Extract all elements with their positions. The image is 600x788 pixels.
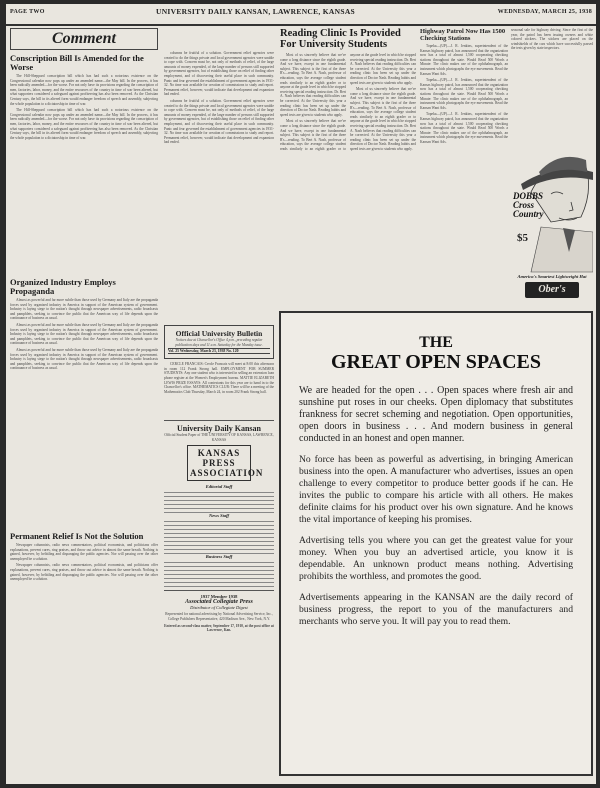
ad-body <box>281 385 591 628</box>
ad-headline-the: THE <box>419 334 453 351</box>
ad-paragraph-4: Advertisements appearing in the KANSAN are the daily record of business progress, the report to you of the manufacturers and merchants who serve you. It will pay you to read them. <box>299 592 573 627</box>
bulletin-title: Official University Bulletin <box>175 329 263 338</box>
highway-patrol-body: Topeka—(UP)—J. R. Jenkins, superintendent of the Kansas highway patrol, has announced that the organization now has a total of almost 1,500 cooperating checking stations throughout the state. Would Read 500 Words a Minute: The clinic makes use of the ophthalmograph, an instrument which photographs the eye movements. Read the Kansan Want Ads. Topeka—(UP)—J. R. Jenkins, superintendent of the Kansas highway patrol, has announced that the organization now has a total of almost 1,500 cooperating checking stations throughout the state. Would Read 500 Words a Minute: The clinic makes use of the ophthalmograph, an instrument which photographs the eye movements. Read the Kansan Want Ads. Topeka—(UP)—J. R. Jenkins, superintendent of the Kansas highway patrol, has announced that the organization now has a total of almost 1,500 cooperating checking stations throughout the state. Would Read 500 Words a Minute: The clinic makes use of the ophthalmograph, an instrument which photographs the eye movements. Read the Kansan Want Ads. <box>420 44 508 144</box>
editorial-staff-label: Editorial Staff <box>205 484 233 490</box>
comment-header <box>10 28 158 50</box>
ad-paragraph-1: We are headed for the open . . . Open spaces where fresh air and sunshine put roses in our cheeks. Open diplomacy that substitutes frankness for secret scheming and negotiation. Open opportunities, open doors in business . . . And modern business in general conducted in an honest and open manner. <box>299 385 573 444</box>
newspaper-page <box>6 4 596 784</box>
comment-column <box>10 28 158 780</box>
ad-paragraph-2: No force has been as powerful as advertising, in bringing American business into the open. A manufacturer who advertises, issues an open challenge to every competitor to produce better goods if he can. He invites the public to compare his article with all others. He makes definite claims for his product over his own signature. And he knows the vital importance of keeping his promises. <box>299 454 573 525</box>
ad-paragraph-3: Advertising tells you where you can get the greatest value for your money. When you buy an advertised article, you know it is dependable. An unknown product means nothing. Advertising prohibits the worthless, and promotes the good. <box>299 535 573 582</box>
reading-clinic-title: Reading Clinic Is Provided For University Students <box>280 28 401 50</box>
bulletin-note: Notices due at Chancellor's Office 4 p.m., preceding regular publication days and 11 a.m. Saturday for the Monday issue. <box>175 338 263 347</box>
reading-clinic-column <box>280 28 416 308</box>
staff-list-2 <box>164 518 274 554</box>
business-staff-label: Business Staff <box>205 554 233 560</box>
middle-column <box>164 51 274 784</box>
article-conscription-title: Conscription Bill Is Amended for the Worse <box>10 53 144 72</box>
relief-continuation: columns be fruitful of a solution. Government relief agencies were created to do the things private and local government agencies were unable to cope with. Concern must be, not only of methods of relief, of the large amounts of money expended, of the large number of persons still supported by government agencies, but of establishing those on relief of finding other employment, and of discovering their useful place in such community. Panic and fear governed the establishment of government agencies in 1931-32. No time was available for creation of commissions to study and report. Permanent relief, however, would indicate that development and expansion had ended. columns be fruitful of a solution. Government relief agencies were created to do the things private and local government agencies were unable to cope with. Concern must be, not only of methods of relief, of the large amounts of money expended, of the large number of persons still supported by government agencies, but of establishing those on relief of finding other employment, and of discovering their useful place in such community. Panic and fear governed the establishment of government agencies in 1931-32. No time was available for creation of commissions to study and report. Permanent relief, however, would indicate that development and expansion had ended. <box>164 51 274 145</box>
article-relief-title: Permanent Relief Is Not the Solution <box>10 531 144 541</box>
reading-clinic-body: Most of us sincerely believe that we've come a long distance since the eighth grade. And we have, except in one fundamental subject. This subject is the first of the three R's—reading. To Bert A. Nash, professor of education, says the average college student reads similarly to an eighth grader or to anyone at the grade level in which he stopped receiving special reading instruction. Dr. Bert A. Nash believes that reading difficulties can be corrected. At the University this year a reading clinic has been set up under the direction of Doctor Nash. Reading habits and speed tests are given to students who apply. Most of us sincerely believe that we've come a long distance since the eighth grade. And we have, except in one fundamental subject. This subject is the first of the three R's—reading. To Bert A. Nash, professor of education, says the average college student reads similarly to an eighth grader or to anyone at the grade level in which he stopped receiving special reading instruction. Dr. Bert A. Nash believes that reading difficulties can be corrected. At the University this year a reading clinic has been set up under the direction of Doctor Nash. Reading habits and speed tests are given to students who apply. Most of us sincerely believe that we've come a long distance since the eighth grade. And we have, except in one fundamental subject. This subject is the first of the three R's—reading. To Bert A. Nash, professor of education, says the average college student reads similarly to an eighth grader or to anyone at the grade level in which he stopped receiving special reading instruction. Dr. Bert A. Nash believes that reading difficulties can be corrected. At the University this year a reading clinic has been set up under the direction of Doctor Nash. Reading habits and speed tests are given to students who apply. <box>280 53 416 151</box>
dobbs-hat-ad <box>511 132 593 302</box>
masthead <box>6 4 596 26</box>
highway-patrol-title: Highway Patrol Now Has 1500 Checking Stations <box>420 28 506 42</box>
kansan-subtitle: Official Student Paper of THE UNIVERSITY OF KANSAS, LAWRENCE, KANSAS <box>164 433 274 442</box>
bulletin-box <box>164 325 274 359</box>
highway-patrol-column <box>420 28 508 313</box>
article-propaganda-body: Almost as powerful and far more subtle than those used by Germany and Italy are the propaganda forces used by organized industry in America in support of the American system of government. Industry is laying siege to the nation's thought through newspaper advertisements, radio broadcasts and pamphlets, seeking to convince the public that the American way of life depends upon the continuance of business as usual. Almost as powerful and far more subtle than those used by Germany and Italy are the propaganda forces used by organized industry in America in support of the American system of government. Industry is laying siege to the nation's thought through newspaper advertisements, radio broadcasts and pamphlets, seeking to convince the public that the American way of life depends upon the continuance of business as usual. Almost as powerful and far more subtle than those used by Germany and Italy are the propaganda forces used by organized industry in America in support of the American system of government. Industry is laying siege to the nation's thought through newspaper advertisements, radio broadcasts and pamphlets, seeking to convince the public that the American way of life depends upon the continuance of business as usual. <box>10 298 158 371</box>
national-advertising: Represented for national advertising by National Advertising Service, Inc., College Publishers Representative, 420 Madison Ave., New York, N.Y. <box>165 612 273 621</box>
bulletin-notices: CERCLE FRANCAIS: Cercle Francais will meet at 8:00 this afternoon in room 112 Frank Strong hall. EMPLOYMENT FOR SUMMER STUDENTS: Any one student who is interested in selling an extension loan phone register at the Women's Employment bureau. MATTIE ELIZABETH LEWIS PRIZE ESSAYS: All contestants for this year are to hand in to the Chancellor's office. MATHEMATICS CLUB: There will be a meeting of the Mathematics Club Thursday, March 24, in room 202 Frank Strong hall. <box>164 362 274 394</box>
entered-notice: Entered as second-class matter, September 17, 1910, at the post office at Lawrence, Kan. <box>164 623 274 633</box>
collegiate-year: 1937 Member 1938 <box>200 594 238 600</box>
article-conscription-body: The Hill-Sheppard conscription bill which has had such a notorious existence on the Congressional calendar now pops up under an amended name—the May bill. In the process, it has been radically amended—for the worse. For not only have its provisions regarding the conscription of men, factories, labor, money, and the entire resources of the country in time of war been altered, but what supporters considered a safeguard against profiteering has also been removed. As the Christian Century says, the bill in its altered form would endanger freedom of speech and assembly, subjecting the whole population to a dictatorship in time of war. The Hill-Sheppard conscription bill which has had such a notorious existence on the Congressional calendar now pops up under an amended name—the May bill. In the process, it has been radically amended—for the worse. For not only have its provisions regarding the conscription of men, factories, labor, money, and the entire resources of the country in time of war been altered, but what supporters considered a safeguard against profiteering has also been removed. As the Christian Century says, the bill in its altered form would endanger freedom of speech and assembly, subjecting the whole population to a dictatorship in time of war. <box>10 74 158 140</box>
news-staff-label: News Staff <box>208 513 230 519</box>
kansan-title: University Daily Kansan <box>176 424 261 434</box>
staff-list-3 <box>164 559 274 587</box>
article-propaganda-title: Organized Industry Employs Propaganda <box>10 277 116 296</box>
patrol-continuation-body: seasonal sale for highway driving. Since the first of the year, the patrol has been issuing owners and white colored stickers. The stickers are placed on the windshields of the cars which have successfully passed the tests given by state inspectors. <box>511 28 593 51</box>
bulletin-issue: Vol. 25 Wednesday, March 23, 1938 No. 120 <box>168 348 270 354</box>
dobbs-tagline: America's Smartest Lightweight Hat <box>517 274 587 279</box>
issue-date: WEDNESDAY, MARCH 25, 1938 <box>497 9 592 15</box>
page-number: PAGE TWO <box>10 9 45 15</box>
comment-heading: Comment <box>51 30 116 47</box>
ad-headline: GREAT OPEN SPACES <box>330 351 542 373</box>
collegiate-press: Associated Collegiate Press <box>185 599 253 606</box>
patrol-continuation <box>511 28 593 102</box>
paper-title: UNIVERSITY DAILY KANSAN, LAWRENCE, KANSAS <box>156 7 356 16</box>
obers-logo: Ober's <box>525 282 579 298</box>
dobbs-brand: DOBBS Cross Country <box>513 191 544 219</box>
staff-list-1 <box>164 489 274 513</box>
great-open-spaces-ad <box>279 311 593 776</box>
press-badge: KANSAS PRESS ASSOCIATION <box>187 445 251 481</box>
collegiate-digest: Distributor of Collegiate Digest <box>190 605 248 611</box>
article-relief-body: Newspaper columnists, radio news commentators, political economists, and politicians offer explanations, prevent cures, ring praises, and throw out advice in almost the same breath. Nothing is gained, however, by belittling and disparaging the public agencies. Nor will passing over the other unemployed be a solution. Newspaper columnists, radio news commentators, political economists, and politicians offer explanations, prevent cures, ring praises, and throw out advice in almost the same breath. Nothing is gained, however, by belittling and disparaging the public agencies. Nor will passing over the other unemployed be a solution. <box>10 543 158 582</box>
dobbs-price: $5 <box>517 232 528 244</box>
